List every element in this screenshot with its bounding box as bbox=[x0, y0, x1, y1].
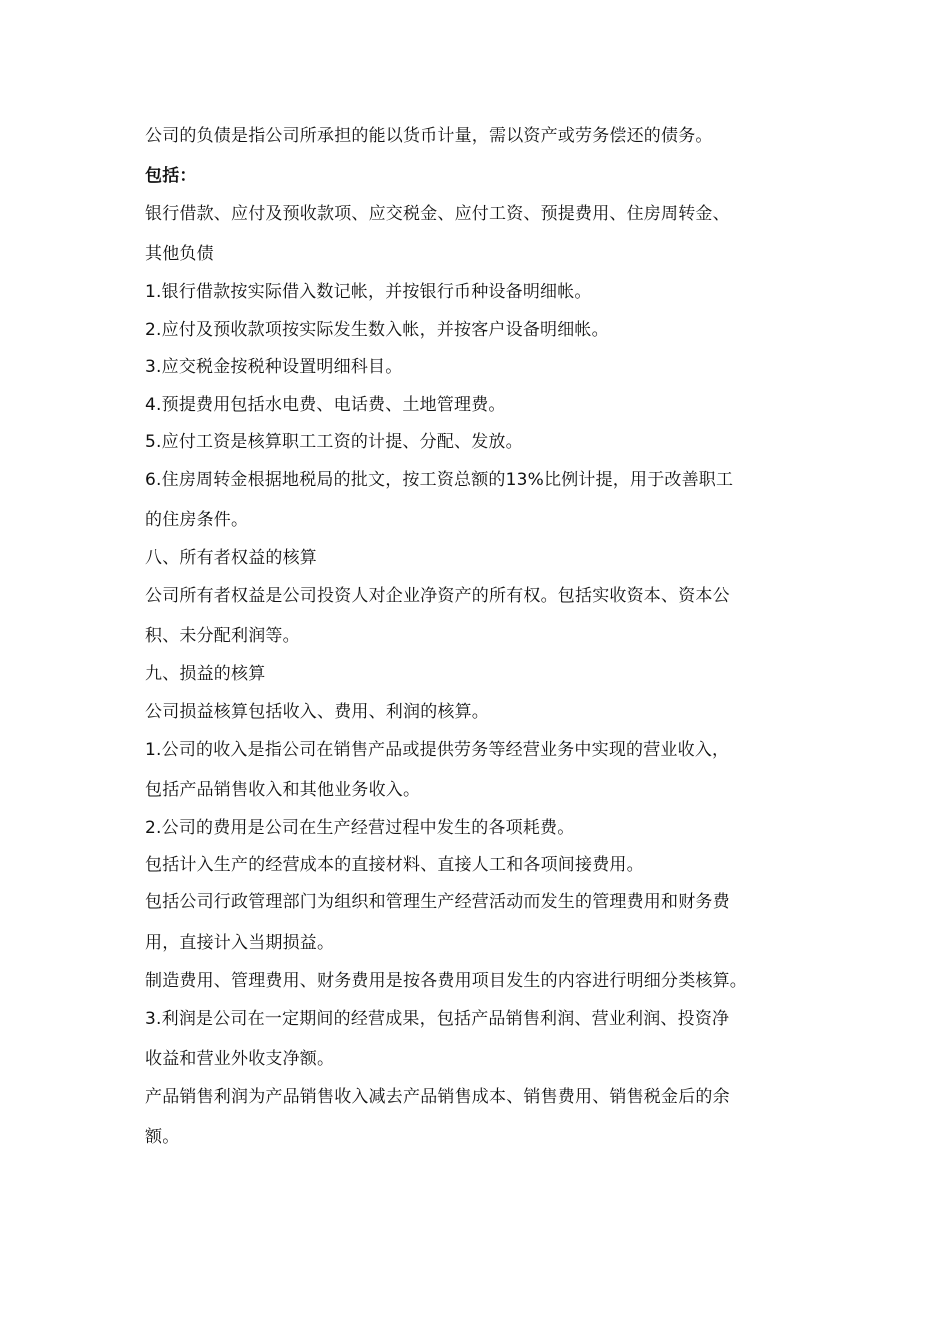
item-bank-loans: 1.银行借款按实际借入数记帐，并按银行币种设备明细帐。 bbox=[145, 282, 592, 302]
paragraph-production-costs: 包括计入生产的经营成本的直接材料、直接人工和各项间接费用。 bbox=[145, 855, 644, 875]
paragraph-sales-profit-line-2: 额。 bbox=[145, 1127, 180, 1147]
item-payables: 2.应付及预收款项按实际发生数入帐，并按客户设备明细帐。 bbox=[145, 320, 609, 340]
item-housing-fund-line-1: 6.住房周转金根据地税局的批文，按工资总额的13%比例计提，用于改善职工 bbox=[145, 470, 734, 490]
heading-includes: 包括： bbox=[145, 166, 197, 186]
item-expenses: 2.公司的费用是公司在生产经营过程中发生的各项耗费。 bbox=[145, 818, 575, 838]
paragraph-sales-profit-line-1: 产品销售利润为产品销售收入减去产品销售成本、销售费用、销售税金后的余 bbox=[145, 1087, 730, 1107]
item-wages-payable: 5.应付工资是核算职工工资的计提、分配、发放。 bbox=[145, 432, 523, 452]
item-revenue-line-2: 包括产品销售收入和其他业务收入。 bbox=[145, 780, 421, 800]
item-housing-fund-line-2: 的住房条件。 bbox=[145, 510, 249, 530]
liabilities-list-line-2: 其他负债 bbox=[145, 244, 214, 264]
section-heading-profit-loss: 九、损益的核算 bbox=[145, 664, 266, 684]
item-profit-line-2: 收益和营业外收支净额。 bbox=[145, 1049, 335, 1069]
liabilities-list-line-1: 银行借款、应付及预收款项、应交税金、应付工资、预提费用、住房周转金、 bbox=[145, 204, 730, 224]
paragraph-profit-loss-intro: 公司损益核算包括收入、费用、利润的核算。 bbox=[145, 702, 489, 722]
paragraph-admin-expenses-line-2: 用，直接计入当期损益。 bbox=[145, 933, 335, 953]
item-profit-line-1: 3.利润是公司在一定期间的经营成果，包括产品销售利润、营业利润、投资净 bbox=[145, 1009, 730, 1029]
item-revenue-line-1: 1.公司的收入是指公司在销售产品或提供劳务等经营业务中实现的营业收入， bbox=[145, 740, 730, 760]
paragraph-expense-classification: 制造费用、管理费用、财务费用是按各费用项目发生的内容进行明细分类核算。 bbox=[145, 971, 747, 991]
item-taxes: 3.应交税金按税种设置明细科目。 bbox=[145, 357, 403, 377]
paragraph-admin-expenses-line-1: 包括公司行政管理部门为组织和管理生产经营活动而发生的管理费用和财务费 bbox=[145, 892, 730, 912]
paragraph-owners-equity-line-2: 积、未分配利润等。 bbox=[145, 626, 300, 646]
item-accrued-expenses: 4.预提费用包括水电费、电话费、土地管理费。 bbox=[145, 395, 506, 415]
paragraph-liabilities-definition: 公司的负债是指公司所承担的能以货币计量，需以资产或劳务偿还的债务。 bbox=[145, 126, 713, 146]
paragraph-owners-equity-line-1: 公司所有者权益是公司投资人对企业净资产的所有权。包括实收资本、资本公 bbox=[145, 586, 730, 606]
section-heading-owners-equity: 八、所有者权益的核算 bbox=[145, 548, 317, 568]
